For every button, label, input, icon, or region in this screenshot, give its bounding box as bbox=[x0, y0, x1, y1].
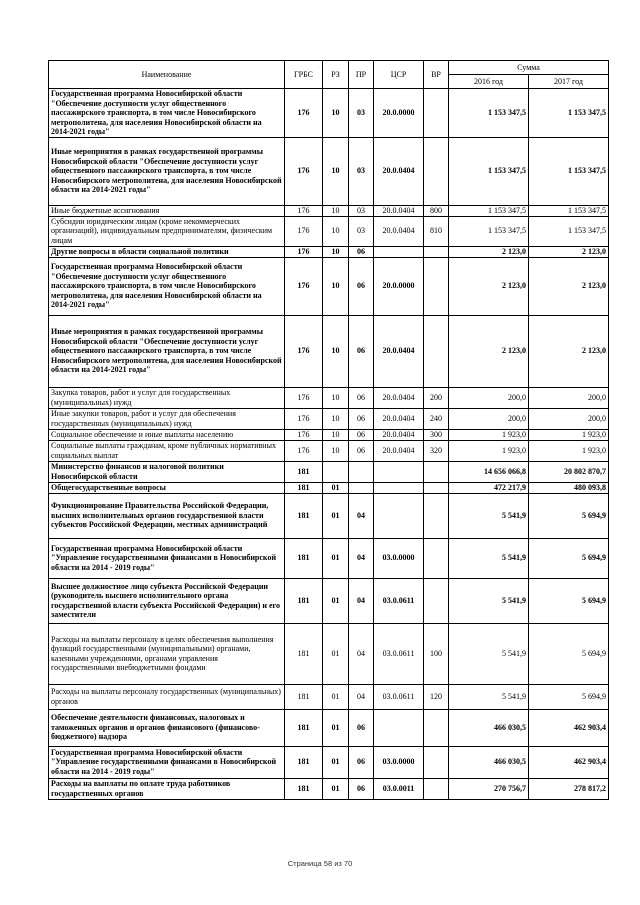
table-cell-vr: 810 bbox=[424, 216, 449, 246]
table-row bbox=[49, 684, 609, 709]
table-cell-pr bbox=[349, 482, 374, 493]
table-cell-name: Государственная программа Новосибирской области "Управление государственными финансами в Новосибирской области на 2014 - 2019 годы" bbox=[49, 746, 285, 778]
table-cell-csr bbox=[374, 709, 424, 746]
table-cell-rz bbox=[323, 461, 349, 482]
table-cell-pr: 04 bbox=[349, 623, 374, 684]
table-cell-pr: 04 bbox=[349, 578, 374, 623]
table-cell-2016: 5 541,9 bbox=[449, 538, 529, 578]
budget-table bbox=[48, 60, 609, 800]
table-cell-csr: 20.0.0000 bbox=[374, 89, 424, 138]
header-vr: ВР bbox=[424, 61, 449, 89]
table-cell-2017: 1 153 347,5 bbox=[529, 89, 609, 138]
table-cell-pr: 06 bbox=[349, 387, 374, 408]
table-cell-vr bbox=[424, 538, 449, 578]
table-cell-grbs: 181 bbox=[285, 578, 323, 623]
table-row bbox=[49, 482, 609, 493]
table-cell-name: Государственная программа Новосибирской области "Обеспечение доступности услуг общественного пассажирского транспорта, в том числе Новосибирского метрополитена, для населения Новосибирской области на 2014-2021 годы" bbox=[49, 89, 285, 138]
table-cell-grbs: 181 bbox=[285, 493, 323, 538]
table-cell-2016: 472 217,9 bbox=[449, 482, 529, 493]
table-cell-2016: 2 123,0 bbox=[449, 315, 529, 387]
table-row bbox=[49, 257, 609, 315]
table-row bbox=[49, 205, 609, 216]
table-cell-pr: 06 bbox=[349, 440, 374, 461]
table-cell-name: Расходы на выплаты персоналу в целях обеспечения выполнения функций государственными (муниципальными) органами, казенными учреждениями, органами управления государственными внебюджетными фондами bbox=[49, 623, 285, 684]
table-cell-rz: 01 bbox=[323, 684, 349, 709]
table-row bbox=[49, 709, 609, 746]
table-cell-vr bbox=[424, 461, 449, 482]
table-cell-rz: 10 bbox=[323, 205, 349, 216]
header-2016: 2016 год bbox=[449, 75, 529, 89]
table-cell-csr: 20.0.0404 bbox=[374, 440, 424, 461]
table-cell-grbs: 176 bbox=[285, 257, 323, 315]
table-cell-pr: 03 bbox=[349, 205, 374, 216]
table-cell-name: Государственная программа Новосибирской области "Управление государственными финансами в Новосибирской области на 2014 - 2019 годы" bbox=[49, 538, 285, 578]
table-cell-2017: 278 817,2 bbox=[529, 778, 609, 799]
table-cell-2016: 1 153 347,5 bbox=[449, 137, 529, 205]
table-cell-rz: 10 bbox=[323, 257, 349, 315]
table-cell-2017: 462 903,4 bbox=[529, 746, 609, 778]
table-cell-pr: 04 bbox=[349, 538, 374, 578]
table-header bbox=[49, 61, 609, 89]
table-cell-csr: 03.0.0000 bbox=[374, 746, 424, 778]
table-cell-vr: 320 bbox=[424, 440, 449, 461]
table-cell-csr bbox=[374, 482, 424, 493]
table-cell-vr bbox=[424, 482, 449, 493]
table-cell-vr: 120 bbox=[424, 684, 449, 709]
table-row bbox=[49, 461, 609, 482]
table-cell-2017: 200,0 bbox=[529, 408, 609, 429]
table-cell-2017: 2 123,0 bbox=[529, 315, 609, 387]
table-cell-grbs: 181 bbox=[285, 461, 323, 482]
table-cell-rz: 10 bbox=[323, 216, 349, 246]
table-cell-vr bbox=[424, 89, 449, 138]
table-cell-csr: 03.0.0611 bbox=[374, 623, 424, 684]
table-cell-name: Иные бюджетные ассигнования bbox=[49, 205, 285, 216]
table-cell-grbs: 176 bbox=[285, 387, 323, 408]
table-cell-2016: 1 923,0 bbox=[449, 440, 529, 461]
table-cell-2017: 5 694,9 bbox=[529, 623, 609, 684]
table-cell-2016: 2 123,0 bbox=[449, 246, 529, 257]
table-cell-csr: 20.0.0404 bbox=[374, 408, 424, 429]
table-cell-csr: 20.0.0404 bbox=[374, 216, 424, 246]
table-cell-rz: 10 bbox=[323, 137, 349, 205]
table-cell-name: Государственная программа Новосибирской области "Обеспечение доступности услуг общественного пассажирского транспорта, в том числе Новосибирского метрополитена, для населения Новосибирской области на 2014-2021 годы" bbox=[49, 257, 285, 315]
table-cell-2016: 5 541,9 bbox=[449, 623, 529, 684]
table-cell-pr: 03 bbox=[349, 89, 374, 138]
table-cell-vr bbox=[424, 493, 449, 538]
table-row bbox=[49, 538, 609, 578]
table-cell-rz: 01 bbox=[323, 778, 349, 799]
table-cell-grbs: 176 bbox=[285, 205, 323, 216]
table-cell-2017: 462 903,4 bbox=[529, 709, 609, 746]
table-cell-grbs: 176 bbox=[285, 137, 323, 205]
table-cell-csr: 20.0.0404 bbox=[374, 429, 424, 440]
table-cell-2016: 1 153 347,5 bbox=[449, 216, 529, 246]
table-cell-rz: 01 bbox=[323, 746, 349, 778]
table-cell-pr: 06 bbox=[349, 246, 374, 257]
table-body bbox=[49, 89, 609, 800]
table-cell-2016: 14 656 066,8 bbox=[449, 461, 529, 482]
table-cell-grbs: 181 bbox=[285, 746, 323, 778]
table-cell-name: Закупка товаров, работ и услуг для государственных (муниципальных) нужд bbox=[49, 387, 285, 408]
table-cell-name: Иные мероприятия в рамках государственной программы Новосибирской области "Обеспечение доступности услуг общественного пассажирского транспорта, в том числе Новосибирского метрополитена, для населения Новосибирской области на 2014-2021 годы" bbox=[49, 137, 285, 205]
table-cell-2017: 200,0 bbox=[529, 387, 609, 408]
table-cell-pr bbox=[349, 461, 374, 482]
table-cell-vr bbox=[424, 746, 449, 778]
table-cell-csr: 20.0.0000 bbox=[374, 257, 424, 315]
table-cell-2016: 5 541,9 bbox=[449, 493, 529, 538]
table-cell-2016: 200,0 bbox=[449, 408, 529, 429]
table-cell-rz: 10 bbox=[323, 429, 349, 440]
table-row bbox=[49, 778, 609, 799]
table-cell-pr: 06 bbox=[349, 746, 374, 778]
table-cell-vr: 800 bbox=[424, 205, 449, 216]
table-cell-name: Расходы на выплаты персоналу государственных (муниципальных) органов bbox=[49, 684, 285, 709]
table-cell-vr bbox=[424, 257, 449, 315]
table-cell-rz: 10 bbox=[323, 89, 349, 138]
budget-table-container bbox=[48, 60, 608, 800]
table-cell-2017: 1 153 347,5 bbox=[529, 216, 609, 246]
table-cell-grbs: 181 bbox=[285, 482, 323, 493]
table-row bbox=[49, 408, 609, 429]
table-cell-vr bbox=[424, 578, 449, 623]
header-grbs: ГРБС bbox=[285, 61, 323, 89]
table-cell-2016: 466 030,5 bbox=[449, 746, 529, 778]
table-cell-2016: 5 541,9 bbox=[449, 578, 529, 623]
table-cell-2016: 200,0 bbox=[449, 387, 529, 408]
table-cell-name: Обеспечение деятельности финансовых, налоговых и таможенных органов и органов финансового (финансово-бюджетного) надзора bbox=[49, 709, 285, 746]
table-cell-2016: 1 153 347,5 bbox=[449, 89, 529, 138]
table-cell-csr: 03.0.0611 bbox=[374, 578, 424, 623]
table-cell-2017: 5 694,9 bbox=[529, 578, 609, 623]
table-row bbox=[49, 623, 609, 684]
table-cell-2017: 2 123,0 bbox=[529, 257, 609, 315]
table-cell-rz: 10 bbox=[323, 246, 349, 257]
table-cell-vr bbox=[424, 709, 449, 746]
table-cell-grbs: 181 bbox=[285, 709, 323, 746]
table-row bbox=[49, 746, 609, 778]
table-row bbox=[49, 89, 609, 138]
table-cell-2017: 480 093,8 bbox=[529, 482, 609, 493]
table-cell-vr bbox=[424, 778, 449, 799]
table-cell-grbs: 176 bbox=[285, 216, 323, 246]
table-cell-pr: 04 bbox=[349, 493, 374, 538]
table-cell-name: Министерство финансов и налоговой политики Новосибирской области bbox=[49, 461, 285, 482]
table-row bbox=[49, 387, 609, 408]
table-cell-name: Расходы на выплаты по оплате труда работников государственных органов bbox=[49, 778, 285, 799]
table-cell-csr: 03.0.0611 bbox=[374, 684, 424, 709]
table-cell-vr: 300 bbox=[424, 429, 449, 440]
header-sum: Сумма bbox=[449, 61, 609, 75]
table-row bbox=[49, 578, 609, 623]
table-cell-rz: 10 bbox=[323, 440, 349, 461]
table-cell-name: Функционирование Правительства Российской Федерации, высших исполнительных органов государственной власти субъектов Российской Федерации, местных администраций bbox=[49, 493, 285, 538]
table-cell-pr: 06 bbox=[349, 315, 374, 387]
header-name: Наименование bbox=[49, 61, 285, 89]
table-cell-rz: 01 bbox=[323, 578, 349, 623]
table-cell-vr: 200 bbox=[424, 387, 449, 408]
table-cell-grbs: 176 bbox=[285, 89, 323, 138]
table-cell-csr bbox=[374, 493, 424, 538]
table-cell-2017: 1 923,0 bbox=[529, 429, 609, 440]
table-cell-grbs: 181 bbox=[285, 778, 323, 799]
table-cell-grbs: 176 bbox=[285, 429, 323, 440]
table-cell-2017: 1 153 347,5 bbox=[529, 137, 609, 205]
table-cell-csr: 20.0.0404 bbox=[374, 137, 424, 205]
table-cell-grbs: 176 bbox=[285, 246, 323, 257]
table-cell-vr bbox=[424, 137, 449, 205]
table-cell-2016: 466 030,5 bbox=[449, 709, 529, 746]
table-cell-2017: 5 694,9 bbox=[529, 684, 609, 709]
table-cell-name: Социальное обеспечение и иные выплаты населению bbox=[49, 429, 285, 440]
table-cell-csr: 20.0.0404 bbox=[374, 387, 424, 408]
table-cell-2017: 5 694,9 bbox=[529, 493, 609, 538]
table-cell-rz: 01 bbox=[323, 493, 349, 538]
table-cell-2016: 2 123,0 bbox=[449, 257, 529, 315]
header-rz: РЗ bbox=[323, 61, 349, 89]
table-row bbox=[49, 315, 609, 387]
table-cell-vr bbox=[424, 315, 449, 387]
table-row bbox=[49, 216, 609, 246]
table-cell-pr: 06 bbox=[349, 778, 374, 799]
table-cell-rz: 01 bbox=[323, 623, 349, 684]
table-cell-pr: 06 bbox=[349, 709, 374, 746]
table-cell-csr: 03.0.0000 bbox=[374, 538, 424, 578]
table-row bbox=[49, 246, 609, 257]
table-cell-rz: 10 bbox=[323, 387, 349, 408]
table-cell-rz: 01 bbox=[323, 482, 349, 493]
table-cell-rz: 10 bbox=[323, 315, 349, 387]
table-cell-pr: 06 bbox=[349, 257, 374, 315]
table-cell-pr: 03 bbox=[349, 137, 374, 205]
page-number: Страница 58 из 70 bbox=[287, 859, 353, 868]
table-cell-name: Общегосударственные вопросы bbox=[49, 482, 285, 493]
table-cell-2016: 1 153 347,5 bbox=[449, 205, 529, 216]
table-cell-2017: 2 123,0 bbox=[529, 246, 609, 257]
table-cell-2017: 5 694,9 bbox=[529, 538, 609, 578]
table-cell-2016: 1 923,0 bbox=[449, 429, 529, 440]
table-cell-csr bbox=[374, 461, 424, 482]
table-cell-name: Высшее должностное лицо субъекта Российской Федерации (руководитель высшего исполнительного органа государственной власти субъекта Российской Федерации) и его заместители bbox=[49, 578, 285, 623]
table-cell-name: Иные мероприятия в рамках государственной программы Новосибирской области "Обеспечение доступности услуг общественного пассажирского транспорта, в том числе Новосибирского метрополитена, для населения Новосибирской области на 2014-2021 годы" bbox=[49, 315, 285, 387]
table-cell-vr: 100 bbox=[424, 623, 449, 684]
table-cell-grbs: 181 bbox=[285, 684, 323, 709]
table-cell-name: Другие вопросы в области социальной политики bbox=[49, 246, 285, 257]
table-cell-pr: 06 bbox=[349, 429, 374, 440]
header-csr: ЦСР bbox=[374, 61, 424, 89]
table-cell-vr: 240 bbox=[424, 408, 449, 429]
table-row bbox=[49, 440, 609, 461]
table-cell-csr: 03.0.0011 bbox=[374, 778, 424, 799]
table-cell-2017: 1 153 347,5 bbox=[529, 205, 609, 216]
table-cell-csr: 20.0.0404 bbox=[374, 315, 424, 387]
table-cell-grbs: 176 bbox=[285, 315, 323, 387]
header-pr: ПР bbox=[349, 61, 374, 89]
table-cell-grbs: 176 bbox=[285, 440, 323, 461]
table-row bbox=[49, 429, 609, 440]
table-cell-rz: 01 bbox=[323, 709, 349, 746]
table-cell-pr: 03 bbox=[349, 216, 374, 246]
table-row bbox=[49, 493, 609, 538]
table-cell-2017: 20 802 870,7 bbox=[529, 461, 609, 482]
table-cell-2016: 5 541,9 bbox=[449, 684, 529, 709]
table-cell-pr: 06 bbox=[349, 408, 374, 429]
table-cell-2016: 270 756,7 bbox=[449, 778, 529, 799]
table-cell-name: Субсидии юридическим лицам (кроме некоммерческих организаций), индивидуальным предпринимателям, физическим лицам bbox=[49, 216, 285, 246]
table-cell-2017: 1 923,0 bbox=[529, 440, 609, 461]
table-cell-grbs: 181 bbox=[285, 538, 323, 578]
table-cell-grbs: 176 bbox=[285, 408, 323, 429]
table-cell-rz: 10 bbox=[323, 408, 349, 429]
table-cell-name: Иные закупки товаров, работ и услуг для обеспечения государственных (муниципальных) нужд bbox=[49, 408, 285, 429]
table-cell-name: Социальные выплаты гражданам, кроме публичных нормативных социальных выплат bbox=[49, 440, 285, 461]
table-cell-grbs: 181 bbox=[285, 623, 323, 684]
header-2017: 2017 год bbox=[529, 75, 609, 89]
table-cell-rz: 01 bbox=[323, 538, 349, 578]
table-cell-csr bbox=[374, 246, 424, 257]
table-row bbox=[49, 137, 609, 205]
table-cell-csr: 20.0.0404 bbox=[374, 205, 424, 216]
table-cell-pr: 04 bbox=[349, 684, 374, 709]
table-cell-vr bbox=[424, 246, 449, 257]
